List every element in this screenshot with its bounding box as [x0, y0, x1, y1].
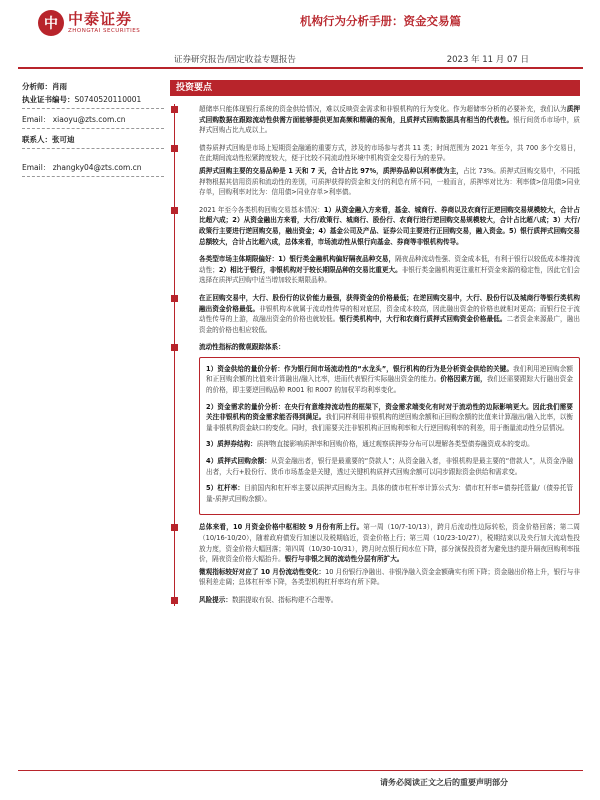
- bullet-list: [174, 104, 580, 606]
- item-bold: 在正回购交易中，大行、股份行的议价能力最强，获得资金的价格最低；在逆回购交易中，大行、股份行以及城商行等银行类机构融出资金价格最低。: [199, 293, 580, 313]
- box-entry: 4）质押式回购余额：从资金融出者，银行是最重要的“贷款人”；从资金融入者，非银机构是最主要的“借款人”，从资金净融出者，大行+股份行、货币市场基金是关键，透过关键机构质押式回购余额可以同步跟踪资金供给和需求变。: [206, 457, 573, 476]
- logo-en-text: ZHONGTAI SECURITIES: [68, 27, 141, 34]
- contact-role: 联系人：: [22, 135, 52, 144]
- item-text: 数据提取有误、指标构建不合理等。: [231, 595, 338, 604]
- item-bold: 风险提示：: [199, 595, 232, 604]
- item-text: 二者资金来源最广，融出资金的价格也相应较低。: [199, 315, 581, 334]
- bullet-square-icon: [171, 145, 178, 152]
- analyst-1: [22, 80, 167, 129]
- item-bold: 质押式回购数据在跟踪流动性供需方面能够提供更加高频和精确的视角，且质押式回购数据具有相当的代表性。: [199, 105, 580, 124]
- bullet-square-icon: [171, 524, 178, 531]
- item-text: 超储率只能体现银行系统的资金供给情况，难以反映资金需求和非银机构的行为变化。作为超储率分析的必要补充，我们认为: [199, 105, 567, 113]
- section-title: 投资要点: [170, 80, 580, 96]
- page-header: [0, 0, 600, 48]
- list-item: [175, 104, 580, 136]
- item-bold: 1）从资金融入方来看，基金、城商行、券商以及农商行正逆回购交易规模较大，合计占比超六成；2）从资金融出方来看，大行/政策行、城商行、股份行、农商行进行逆回购交易规模较大，合计占比超八成；3）大行/政策行主要进行逆回购交易，融出资金；4）基金公司及产品、证券公司主要进行正回购交易，融入资金。5）银行质押式回购交易总额较大，合计占比超六成，总体来看，市场流动性从银行向基金、券商等非银机构传导。: [199, 205, 580, 246]
- analyst-name: 肖雨: [52, 82, 67, 91]
- analyst-panel: [22, 80, 167, 181]
- bullet-square-icon: [171, 597, 178, 604]
- logo-mark-icon: 中: [38, 10, 64, 36]
- divider: [22, 128, 164, 129]
- item-text: 非银机构本就属于流动性传导的相对底层，资金成本较高，因此融出资金的价格也就相对更高；而银行位于流动性传导的上游，故融出资金的价格也就较低。: [199, 304, 581, 324]
- logo-cn-text: 中泰证券: [68, 9, 133, 28]
- bullet-square-icon: [171, 295, 178, 302]
- bullet-square-icon: [171, 106, 178, 113]
- analyst-2: [22, 133, 167, 177]
- footer-rule: [18, 770, 583, 771]
- item-bold: 2）相比于银行，非银机构对于较长期限品种的交易比重更大。: [218, 265, 402, 274]
- item-bold: 总体来看，10 月资金价格中枢相较 9 月份有所上行。: [199, 523, 364, 532]
- divider: [22, 176, 164, 177]
- email-label: Email：: [22, 115, 51, 124]
- report-title: 机构行为分析手册：资金交易篇: [300, 14, 461, 28]
- list-item: [175, 522, 580, 588]
- email-value: xiaoyu@zts.com.cn: [52, 115, 126, 124]
- item-bold: 银行类机构中，大行和农商行质押式回购资金价格最低。: [339, 315, 507, 324]
- list-item: [175, 143, 580, 198]
- email-value: zhangky04@zts.com.cn: [52, 163, 142, 172]
- cert-label: 执业证书编号：: [22, 95, 75, 104]
- item-text: 2021 年至今各类机构回购交易基本情况：: [199, 205, 324, 214]
- item-bold: 各类型市场主体期限偏好：1）银行类金融机构偏好隔夜品种交易，: [199, 255, 396, 264]
- item-bold: 质押式回购主要的交易品种是 1 天和 7 天，合计占比 97%，质押券品种以利率债为主，: [199, 166, 463, 175]
- item-text: 第一周（10/7-10/13），跨月后流动性边际转松，资金价格回落；第二周（10/16-10/20），随着政府债发行加速以及税期临近，资金价格上行；第三周（10/23-10/27），税期结束以及央行加大流动性投放力度，资金价格大幅回落；第四周（10/30-10/31），跨月时点银行间水位下降，部分演保投资者为避免违约提升隔夜回购利率报价，隔夜资金价格大幅抬升。: [199, 523, 580, 564]
- email-label: Email：: [22, 163, 51, 172]
- divider: [22, 108, 164, 109]
- item-bold: 银行与非银之间的流动性分层有所扩大。: [284, 555, 404, 564]
- item-text: 银行间货币市场中，质押式回购占比九成以上。: [199, 115, 581, 135]
- box-entry: 2）资金需求的量价分析：在央行有意维持流动性的框架下，资金需求端变化有时对于流动性的边际影响更大。因此我们需要关注非银机构的资金需求能否得到满足。我们同样利用非银机构的逆回购余额和正回购余额的比值来计算融出/融入比率，以衡量非银机构资金缺口的变化。同时，我们需要关注非银机构正回购利率和大行逆回购利率的利差，用于衡量流动性分层情况。: [206, 402, 573, 432]
- list-item: [175, 293, 580, 335]
- box-entry: 1）资金供给的量价分析：作为银行间市场流动性的“水龙头”，银行机构的行为是分析资金供给的关键。我们利用逆回购余额和正回购余额的比值来计算融出/融入比率，进而代表银行实际融出资金的能力。价格因素方面，我们还需要跟踪大行融出资金的价格，即主要逆回购品种 R001 和 R007 的加权平均利率变化。: [206, 364, 574, 395]
- main-content: [170, 80, 580, 613]
- company-logo: [38, 8, 158, 38]
- report-meta: [174, 53, 529, 65]
- divider: [22, 148, 164, 149]
- cert-number: S0740520110001: [74, 95, 142, 104]
- box-entry: 3）质押券结构：质押物直接影响质押率和回购价格，通过观察质押券分布可以理解各类型债券融资成本的变动。: [206, 440, 534, 449]
- footer-disclaimer: 请务必阅读正文之后的重要声明部分: [380, 778, 508, 787]
- list-item: [175, 595, 580, 606]
- item-text: 隔夜品种流动性强、资金成本低，有利于银行以较低成本维持流动性；: [199, 255, 580, 274]
- list-item: [175, 205, 580, 247]
- analyst-role: 分析师：: [22, 82, 52, 91]
- contact-name: 张可迪: [52, 135, 75, 144]
- indicator-box: [199, 357, 580, 516]
- item-text: 10 月份银行净融出、非银净融入资金金额确实有所下降；资金融出价格上升，银行与非银利差走阔；总体杠杆率下降，各类型机构杠杆率均有所下降。: [199, 567, 580, 587]
- report-type: 证券研究报告/固定收益专题报告: [174, 55, 296, 65]
- list-item: [175, 342, 580, 515]
- list-item: [175, 254, 580, 286]
- item-text: 债券质押式回购是市场上短期资金融通的重要方式，涉及的市场参与者共 11 类；时间范围为 2021 年至今，共 700 多个交易日，在此期间流动性松紧跨度较大，便于比较不同流动性环境中机构资金交易行为的差异。: [199, 143, 580, 163]
- report-date: 2023 年 11 月 07 日: [446, 55, 529, 65]
- item-text: 占比 73%。质押式回购交易中，不同抵押物根据其信用资质和流动性的差别，可质押获得的资金和支付的利息有所不同，一般而言，质押率对比为：利率债>信用债>同业存单，回购利率对比为：信用债>同业存单>利率债。: [199, 166, 580, 197]
- box-entry: 5）杠杆率：目前国内和杠杆率主要以质押式回购为主。具体的债市杠杆率计算公式为：债市杠杆率=债券托管量/（债券托管量-质押式回购余额）。: [206, 484, 573, 503]
- header-rule: [18, 67, 583, 69]
- item-bold: 流动性指标的微观跟踪体系：: [199, 343, 285, 352]
- item-text: 非银行类金融机构更注重杠杆资金来源的稳定性，因此它们会选择在质押式回购中适当增加较长期限品种。: [199, 265, 581, 285]
- bullet-square-icon: [171, 207, 178, 214]
- item-bold: 微观指标较好对应了 10 月份流动性变化：: [199, 567, 326, 576]
- bullet-square-icon: [171, 344, 178, 351]
